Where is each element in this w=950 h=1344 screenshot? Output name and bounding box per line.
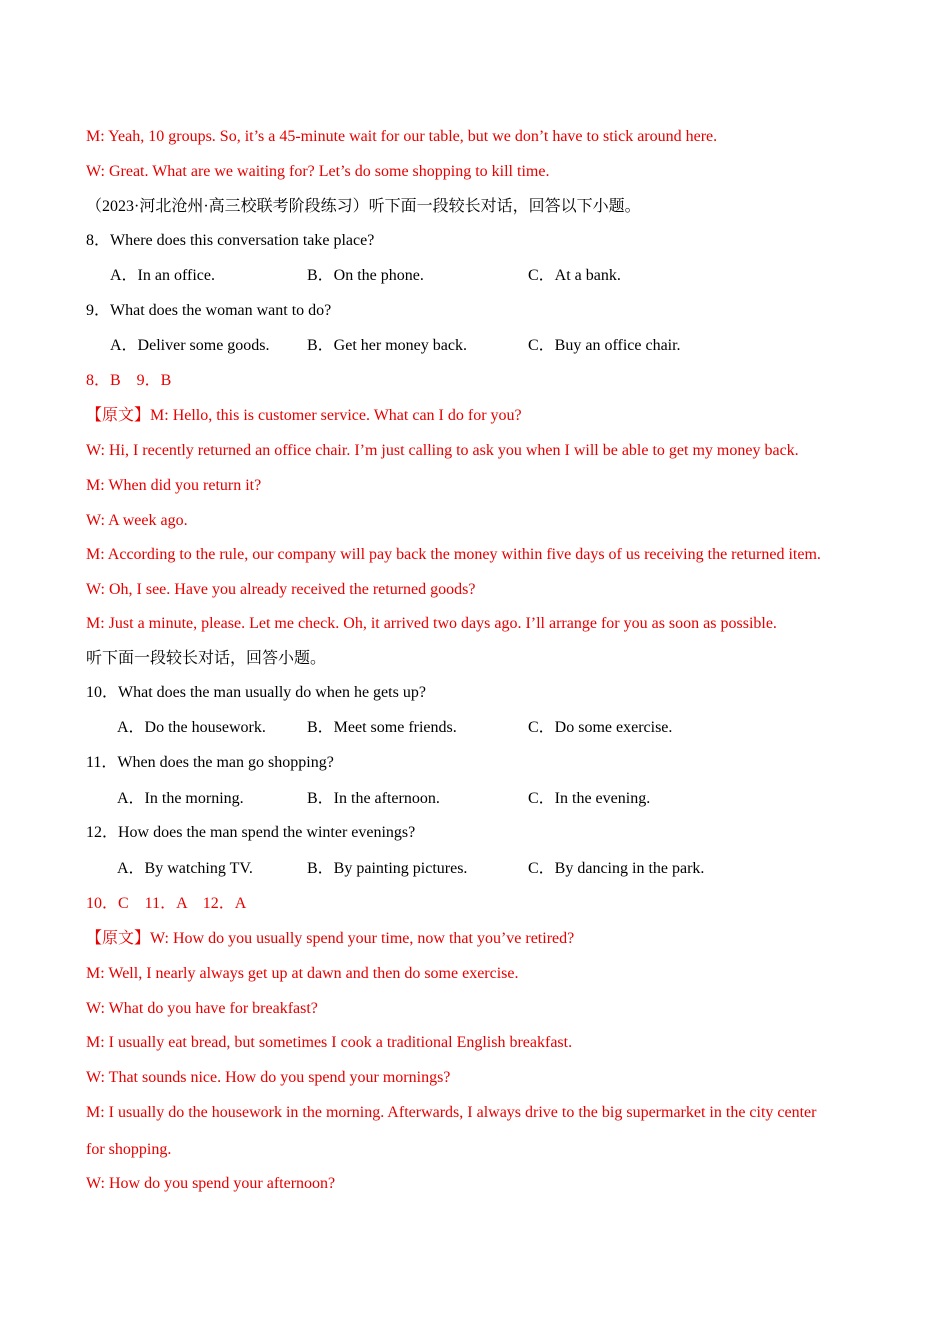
transcript-line: M: Just a minute, please. Let me check. Oh, it arrived two days ago. I’ll arrange for you as soon as possible. [86,615,777,632]
transcript-line: for shopping. [86,1141,172,1158]
question-11-option-b: B．In the afternoon. [307,790,440,807]
question-9-option-b: B．Get her money back. [307,337,467,354]
answer-key: 8．B 9．B [86,372,172,389]
question-10-option-a: A．Do the housework. [117,719,266,736]
transcript-label: 【原文】 [86,930,151,947]
transcript-label: 【原文】 [86,407,151,424]
question-8-option-a: A．In an office. [110,267,216,284]
transcript-line: W: A week ago. [86,512,188,529]
section-title: （2023·河北沧州·高三校联考阶段练习）听下面一段较长对话，回答以下小题。 [86,198,641,215]
question-9-stem: 9．What does the woman want to do? [86,302,332,319]
transcript-text: W: How do you usually spend your time, now that you’ve retired? [150,930,575,947]
transcript-line: W: That sounds nice. How do you spend your mornings? [86,1069,451,1086]
dialogue-line: W: Great. What are we waiting for? Let’s do some shopping to kill time. [86,163,550,180]
section-title: 听下面一段较长对话，回答小题。 [86,650,327,667]
question-11-option-a: A．In the morning. [117,790,244,807]
question-12-stem: 12．How does the man spend the winter evenings? [86,824,416,841]
transcript-line: W: Oh, I see. Have you already received the returned goods? [86,581,476,598]
transcript-first-line [86,929,574,949]
question-8-option-b: B．On the phone. [307,267,424,284]
transcript-line: M: According to the rule, our company will pay back the money within five days of us receiving the returned item. [86,546,821,563]
transcript-text: M: Hello, this is customer service. What can I do for you? [150,407,522,424]
question-11-stem: 11．When does the man go shopping? [86,754,334,771]
transcript-line: W: How do you spend your afternoon? [86,1175,336,1192]
transcript-line: M: When did you return it? [86,477,262,494]
transcript-line: M: Well, I nearly always get up at dawn and then do some exercise. [86,965,519,982]
transcript-first-line [86,406,522,426]
question-8-stem: 8．Where does this conversation take place? [86,232,375,249]
question-12-option-b: B．By painting pictures. [307,860,468,877]
transcript-line: M: I usually do the housework in the morning. Afterwards, I always drive to the big supermarket in the city center [86,1104,817,1121]
question-11-option-c: C．In the evening. [528,790,651,807]
question-10-stem: 10．What does the man usually do when he gets up? [86,684,426,701]
transcript-line: M: I usually eat bread, but sometimes I cook a traditional English breakfast. [86,1034,573,1051]
question-12-option-a: A．By watching TV. [117,860,253,877]
question-9-option-c: C．Buy an office chair. [528,337,681,354]
question-9-option-a: A．Deliver some goods. [110,337,270,354]
answer-key: 10．C 11．A 12．A [86,895,247,912]
dialogue-line: M: Yeah, 10 groups. So, it’s a 45-minute wait for our table, but we don’t have to stick around here. [86,128,718,145]
question-8-option-c: C．At a bank. [528,267,621,284]
transcript-line: W: What do you have for breakfast? [86,1000,318,1017]
question-12-option-c: C．By dancing in the park. [528,860,705,877]
transcript-line: W: Hi, I recently returned an office chair. I’m just calling to ask you when I will be able to get my money back. [86,442,799,459]
question-10-option-b: B．Meet some friends. [307,719,457,736]
question-10-option-c: C．Do some exercise. [528,719,673,736]
